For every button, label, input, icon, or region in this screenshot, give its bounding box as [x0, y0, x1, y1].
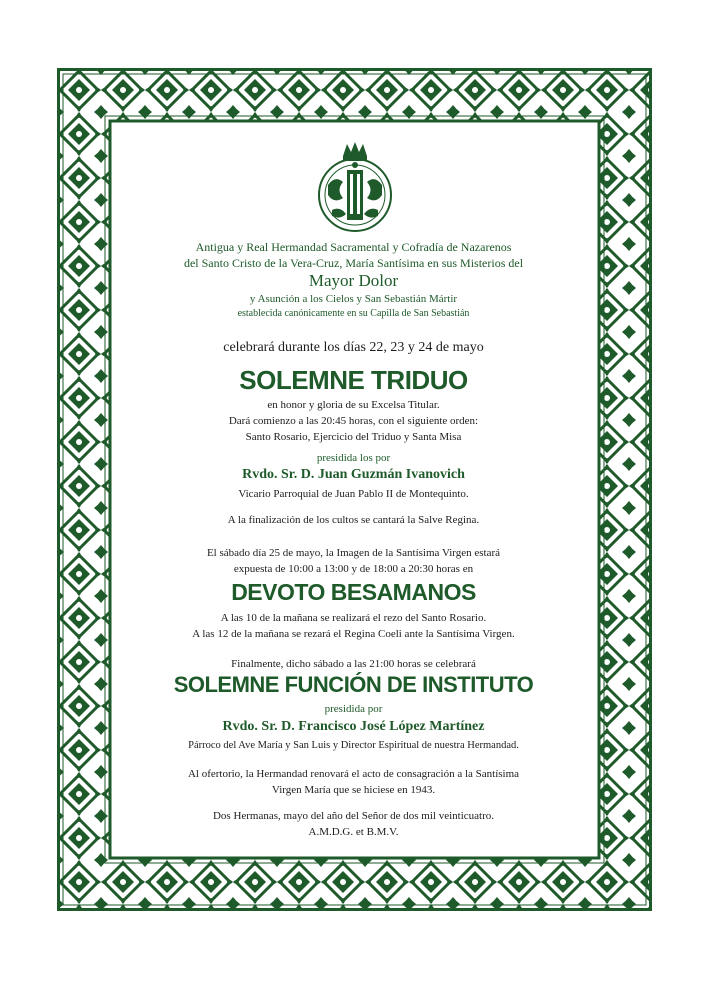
besamanos-line-4: A las 12 de la mañana se rezará el Regina Coeli ante la Santísima Virgen.: [192, 628, 515, 640]
besamanos-line-3: A las 10 de la mañana se realizará el rezo del Santo Rosario.: [220, 612, 487, 624]
funcion-priest: Rvdo. Sr. D. Francisco José López Martínez: [222, 719, 485, 734]
triduo-salve: A la finalización de los cultos se cantará la Salve Regina.: [227, 514, 480, 526]
funcion-line-1: Al ofertorio, la Hermandad renovará el acto de consagración a la Santísima: [187, 768, 520, 780]
triduo-dates: celebrará durante los días 22, 23 y 24 de mayo: [223, 340, 484, 355]
brotherhood-name: Mayor Dolor: [308, 271, 399, 290]
triduo-line-1: en honor y gloria de su Excelsa Titular.: [267, 399, 440, 411]
funcion-line-2: Virgen María que se hiciese en 1943.: [271, 784, 436, 796]
funcion-presided: presidida por: [324, 703, 383, 715]
closing-line-1: Dos Hermanas, mayo del año del Señor de dos mil veinticuatro.: [212, 810, 495, 822]
besamanos-title: DEVOTO BESAMANOS: [231, 579, 476, 605]
document-body: [120, 135, 587, 850]
funcion-title: SOLEMNE FUNCIÓN DE INSTITUTO: [173, 672, 534, 697]
funcion-priest-role: Párroco del Ave María y San Luis y Director Espiritual de nuestra Hermandad.: [188, 740, 519, 751]
brotherhood-line-2: del Santo Cristo de la Vera-Cruz, María Santísima en sus Misterios del: [183, 256, 524, 270]
triduo-line-3: Santo Rosario, Ejercicio del Triduo y Santa Misa: [245, 431, 462, 443]
brotherhood-line-3: y Asunción a los Cielos y San Sebastián Mártir: [249, 293, 458, 305]
brotherhood-line-1: Antigua y Real Hermandad Sacramental y Cofradía de Nazarenos: [195, 240, 512, 254]
besamanos-line-2: expuesta de 10:00 a 13:00 y de 18:00 a 20:30 horas en: [233, 563, 474, 575]
triduo-priest-role: Vicario Parroquial de Juan Pablo II de Montequinto.: [238, 488, 469, 500]
triduo-title: SOLEMNE TRIDUO: [239, 365, 468, 395]
besamanos-line-1: El sábado día 25 de mayo, la Imagen de la Santísima Virgen estará: [206, 547, 501, 559]
closing-line-2: A.M.D.G. et B.M.V.: [308, 826, 399, 838]
brotherhood-line-4: establecida canónicamente en su Capilla de San Sebastián: [237, 308, 470, 319]
triduo-priest: Rvdo. Sr. D. Juan Guzmán Ivanovich: [242, 467, 465, 482]
funcion-intro: Finalmente, dicho sábado a las 21:00 horas se celebrará: [231, 658, 476, 670]
triduo-presided: presidida los por: [316, 452, 391, 464]
triduo-line-2: Dará comienzo a las 20:45 horas, con el siguiente orden:: [228, 415, 479, 427]
brotherhood-crest-icon: [310, 140, 400, 235]
